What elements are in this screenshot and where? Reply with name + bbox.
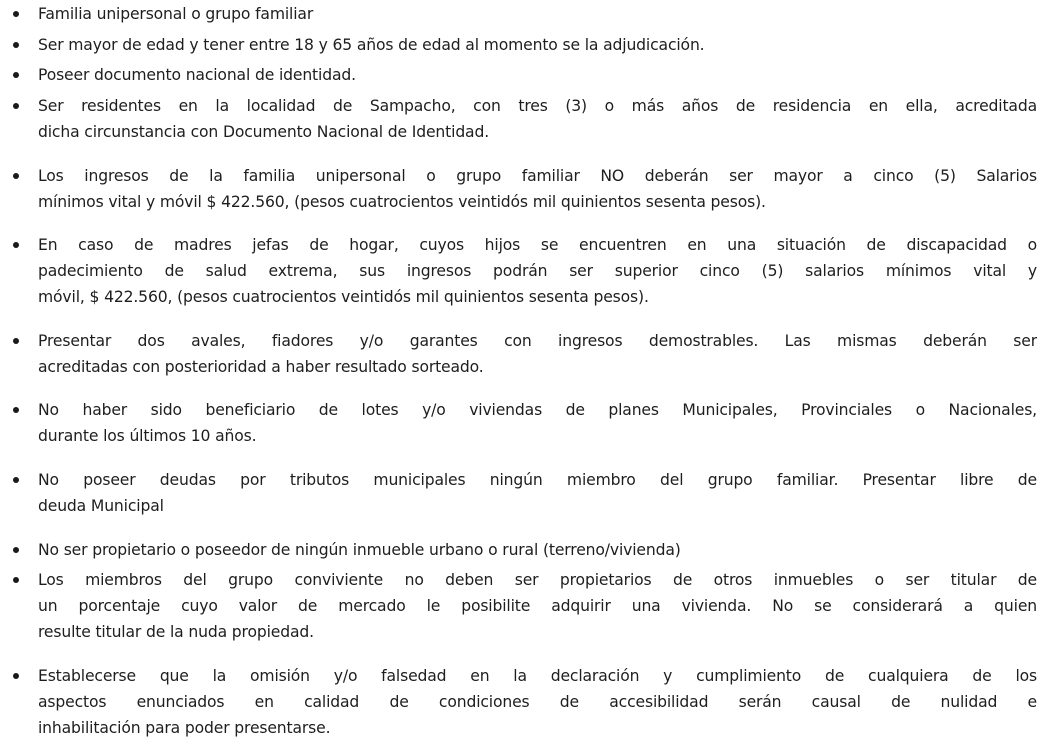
list-item-text	[38, 93, 1037, 145]
list-item-line: acreditadas con posterioridad a haber resultado sorteado.	[38, 358, 484, 376]
list-item-line: En caso de madres jefas de hogar, cuyos hijos se encuentren en una situación de discapacidad o	[38, 236, 1037, 254]
list-item-line: Los ingresos de la familia unipersonal o grupo familiar NO deberán ser mayor a cinco (5) Salarios	[38, 167, 1037, 185]
list-item	[0, 328, 1051, 380]
list-item	[0, 1, 1051, 27]
list-item-line: mínimos vital y móvil $ 422.560, (pesos cuatrocientos veintidós mil quinientos sesenta pesos).	[38, 193, 766, 211]
bullet-icon	[13, 577, 19, 583]
list-item	[0, 93, 1051, 145]
list-item-line: Ser residentes en la localidad de Sampacho, con tres (3) o más años de residencia en ella, acreditada	[38, 97, 1037, 115]
list-item-line: Los miembros del grupo conviviente no deben ser propietarios de otros inmuebles o ser titular de	[38, 571, 1037, 589]
list-item-line: Establecerse que la omisión y/o falsedad en la declaración y cumplimiento de cualquiera de los	[38, 667, 1037, 685]
list-item	[0, 397, 1051, 449]
bullet-icon	[13, 173, 19, 179]
list-item	[0, 537, 1051, 563]
list-item-line: No ser propietario o poseedor de ningún inmueble urbano o rural (terreno/vivienda)	[38, 541, 681, 559]
list-item	[0, 467, 1051, 519]
list-item-line: deuda Municipal	[38, 497, 164, 515]
list-item-line: Poseer documento nacional de identidad.	[38, 66, 356, 84]
list-item-text	[38, 328, 1037, 380]
list-item-text	[38, 397, 1037, 449]
list-item	[0, 232, 1051, 310]
list-item-text	[38, 467, 1037, 519]
list-item-text	[38, 62, 1037, 88]
list-item-line: un porcentaje cuyo valor de mercado le posibilite adquirir una vivienda. No se considerará a quien	[38, 597, 1037, 615]
list-item	[0, 62, 1051, 88]
list-item-line: durante los últimos 10 años.	[38, 427, 257, 445]
list-item	[0, 163, 1051, 215]
list-item-line: resulte titular de la nuda propiedad.	[38, 623, 314, 641]
bullet-icon	[13, 547, 19, 553]
list-item-text	[38, 1, 1037, 27]
list-item-line: No poseer deudas por tributos municipales ningún miembro del grupo familiar. Presentar libre de	[38, 471, 1037, 489]
bullet-icon	[13, 338, 19, 344]
list-item-line: No haber sido beneficiario de lotes y/o viviendas de planes Municipales, Provinciales o Nacionales,	[38, 401, 1037, 419]
list-item-text	[38, 232, 1037, 310]
list-item	[0, 663, 1051, 741]
list-item-line: Presentar dos avales, fiadores y/o garantes con ingresos demostrables. Las mismas deberán ser	[38, 332, 1037, 350]
list-item-line: inhabilitación para poder presentarse.	[38, 719, 331, 737]
list-item-line: Ser mayor de edad y tener entre 18 y 65 años de edad al momento se la adjudicación.	[38, 36, 705, 54]
bullet-icon	[13, 72, 19, 78]
bullet-icon	[13, 242, 19, 248]
list-item	[0, 567, 1051, 645]
list-item-line: dicha circunstancia con Documento Nacional de Identidad.	[38, 123, 490, 141]
bullet-icon	[13, 11, 19, 17]
bullet-icon	[13, 103, 19, 109]
list-item-text	[38, 567, 1037, 645]
bullet-icon	[13, 673, 19, 679]
list-item-text	[38, 537, 1037, 563]
list-item-line: móvil, $ 422.560, (pesos cuatrocientos veintidós mil quinientos sesenta pesos).	[38, 288, 649, 306]
list-item-text	[38, 32, 1037, 58]
list-item-line: Familia unipersonal o grupo familiar	[38, 5, 314, 23]
list-item-text	[38, 663, 1037, 741]
bullet-icon	[13, 477, 19, 483]
list-item-line: padecimiento de salud extrema, sus ingresos podrán ser superior cinco (5) salarios mínimos vital y	[38, 262, 1037, 280]
bullet-icon	[13, 42, 19, 48]
bullet-icon	[13, 407, 19, 413]
list-item-line: aspectos enunciados en calidad de condiciones de accesibilidad serán causal de nulidad e	[38, 693, 1037, 711]
list-item	[0, 32, 1051, 58]
list-item-text	[38, 163, 1037, 215]
